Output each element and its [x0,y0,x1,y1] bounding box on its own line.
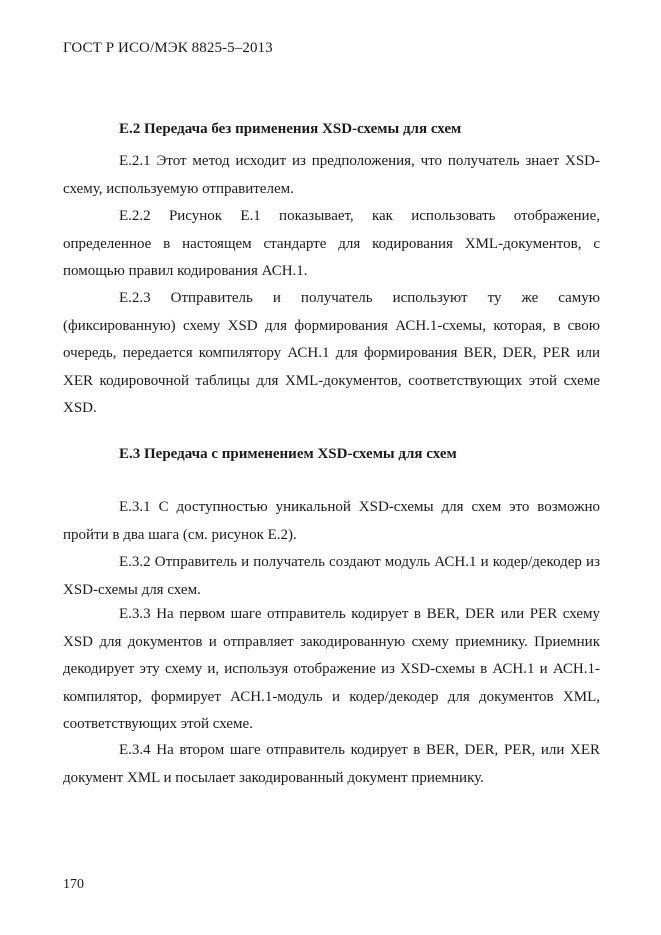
paragraph-e2-2: Е.2.2 Рисунок Е.1 показывает, как использовать отображение, определенное в настоящем стандарте для кодирования XML-документов, с помощью правил кодирования АСН.1. [63,208,600,279]
page-number: 170 [63,877,84,892]
paragraph-e2-1: Е.2.1 Этот метод исходит из предположения, что получатель знает XSD-схему, используемую отправителем. [63,153,600,197]
paragraph-e2-3: Е.2.3 Отправитель и получатель используют ту же самую (фиксированную) схему XSD для формирования АСН.1-схемы, которая, в свою очередь, передается компилятору АСН.1 для формирования BER, DER, PER или XER кодировочной таблицы для XML-документов, соответствующих этой схеме XSD. [63,290,600,416]
paragraph-e3-4: Е.3.4 На втором шаге отправитель кодирует в BER, DER, PER, или XER документ XML и посылает закодированный документ приемнику. [63,742,600,786]
paragraph-e3-2: Е.3.2 Отправитель и получатель создают модуль АСН.1 и кодер/декодер из XSD-схемы для схем. [63,554,600,598]
paragraph-e3-3: Е.3.3 На первом шаге отправитель кодирует в BER, DER или PER схему XSD для документов и отправляет закодированную схему приемнику. Приемник декодирует эту схему и, используя отображение из XSD-схемы в АСН.1 и АСН.1-компилятор, формирует АСН.1-модуль и кодер/декодер для документов XML, соответствующих этой схеме. [63,606,600,732]
paragraph-e3-1: Е.3.1 С доступностью уникальной XSD-схемы для схем это возможно пройти в два шага (см. рисунок Е.2). [63,499,600,543]
document-header: ГОСТ Р ИСО/МЭК 8825-5–2013 [63,40,273,56]
section-heading-e3: Е.3 Передача с применением XSD-схемы для схем [119,446,457,462]
section-heading-e2: Е.2 Передача без применения XSD-схемы для схем [119,121,462,137]
